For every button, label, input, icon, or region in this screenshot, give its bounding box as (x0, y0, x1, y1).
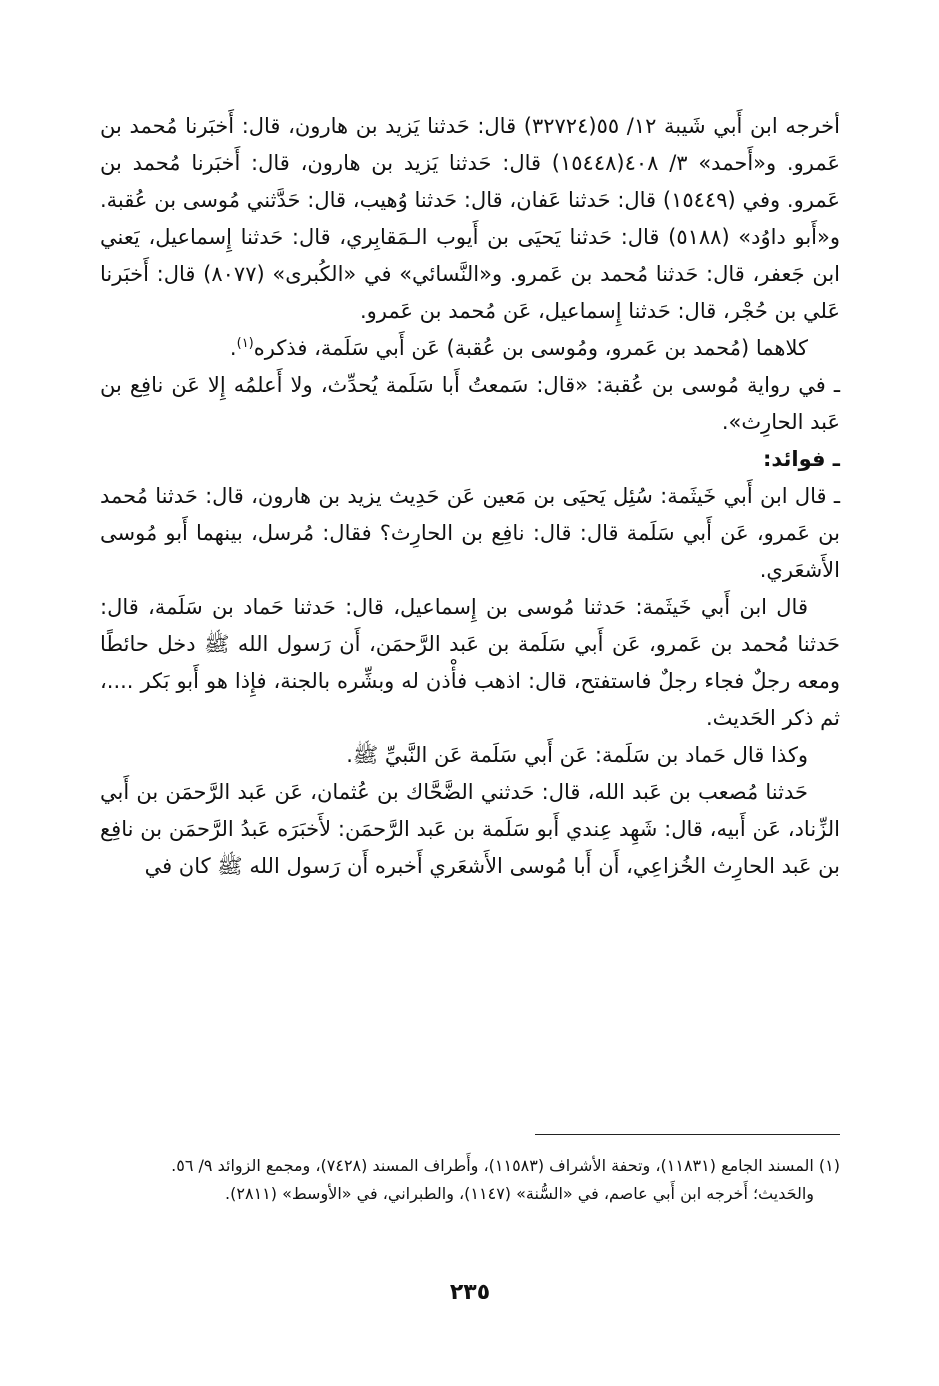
footnote-divider (535, 1134, 840, 1135)
paragraph-takhrij: أخرجه ابن أَبي شَيبة ١٢/ ٥٥(٣٢٧٢٤) قال: حَدثنا يَزيد بن هارون، قال: أَخبَرنا مُحمد بن عَمرو. و«أَحمد» ٣/ ٤٠٨(١٥٤٤٨) قال: حَدثنا يَزيد بن هارون، قال: أَخبَرنا مُحمد بن عَمرو. وفي (١٥٤٤٩) قال: حَدثنا عَفان، قال: حَدثنا وُهيب، قال: حَدَّثني مُوسى بن عُقبة. و«أَبو داوُد» (٥١٨٨) قال: حَدثنا يَحيَى بن أَيوب الـمَقابِري، قال: حَدثنا إِسماعيل، يَعني ابن جَعفر، قال: حَدثنا مُحمد بن عَمرو. و«النَّسائي» في «الكُبرى» (٨٠٧٧) قال: أَخبَرنا عَلي بن حُجْر، قال: حَدثنا إِسماعيل، عَن مُحمد بن عَمرو. (100, 114, 840, 323)
footnote-1: (١) المسند الجامع (١١٨٣١)، وتحفة الأشراف (١١٥٨٣)، وأَطراف المسند (٧٤٢٨)، ومجمع الزوائد ٩/ ٥٦. (171, 1156, 840, 1175)
footnote-2: والحَديث؛ أَخرجه ابن أَبي عاصم، في «السُّنة» (١١٤٧)، والطبراني، في «الأوسط» (٢٨١١). (225, 1184, 814, 1203)
footnotes (100, 1152, 840, 1208)
paragraph-musab: حَدثنا مُصعب بن عَبد الله، قال: حَدثني الضَّحَّاك بن عُثمان، عَن عَبد الرَّحمَن بن أَبي الزِّناد، عَن أَبيه، قال: شَهِد عِندي أَبو سَلَمة بن عَبد الرَّحمَن: لأَخبَرَه عَبدُ الرَّحمَن بن نافِع بن عَبد الحارِث الخُزاعِي، أَن أَبا مُوسى الأَشعَري أَخبره أَن رَسول الله ﷺ كان في (100, 780, 840, 878)
book-page (100, 108, 840, 1338)
paragraph-both-narrators-text: كلاهما (مُحمد بن عَمرو، ومُوسى بن عُقبة) عَن أَبي سَلَمة، فذكره (253, 336, 808, 360)
paragraph-musa-narration: ـ في رواية مُوسى بن عُقبة: «قال: سَمعتُ أَبا سَلَمة يُحدِّث، ولا أَعلمُه إِلا عَن نافِع بن عَبد الحارِث». (100, 373, 840, 434)
section-heading-benefits: ـ فوائد: (762, 447, 840, 471)
paragraph-ibn-abi-khaythama-1: ـ قال ابن أَبي خَيثَمة: سُئِل يَحيَى بن مَعين عَن حَدِيث يزيد بن هارون، قال: حَدثنا مُحمد بن عَمرو، عَن أَبي سَلَمة قال: قال: نافِع بن الحارِث؟ فقال: مُرسل، بينهما أَبو مُوسى الأَشعَري. (100, 484, 840, 582)
paragraph-both-narrators (100, 330, 840, 367)
paragraph-ibn-abi-khaythama-2: قال ابن أَبي خَيثَمة: حَدثنا مُوسى بن إِسماعيل، قال: حَدثنا حَماد بن سَلَمة، قال: حَدثنا مُحمد بن عَمرو، عَن أَبي سَلَمة بن عَبد الرَّحمَن، أَن رَسول الله ﷺ دخل حائطًا ومعه رجلٌ فجاء رجلٌ فاستفتح، قال: اذهب فأْذن له وبشِّره بالجنة، فإِذا هو أَبو بَكر ....، ثم ذكر الحَديث. (100, 595, 840, 730)
paragraph-both-narrators-end: . (229, 336, 237, 360)
main-text (100, 108, 840, 885)
paragraph-hammad: وكذا قال حَماد بن سَلَمة: عَن أَبي سَلَمة عَن النَّبيِّ ﷺ. (346, 743, 808, 767)
footnote-ref-1: (١) (236, 336, 254, 351)
page-number: ٢٣٥ (449, 1280, 491, 1305)
